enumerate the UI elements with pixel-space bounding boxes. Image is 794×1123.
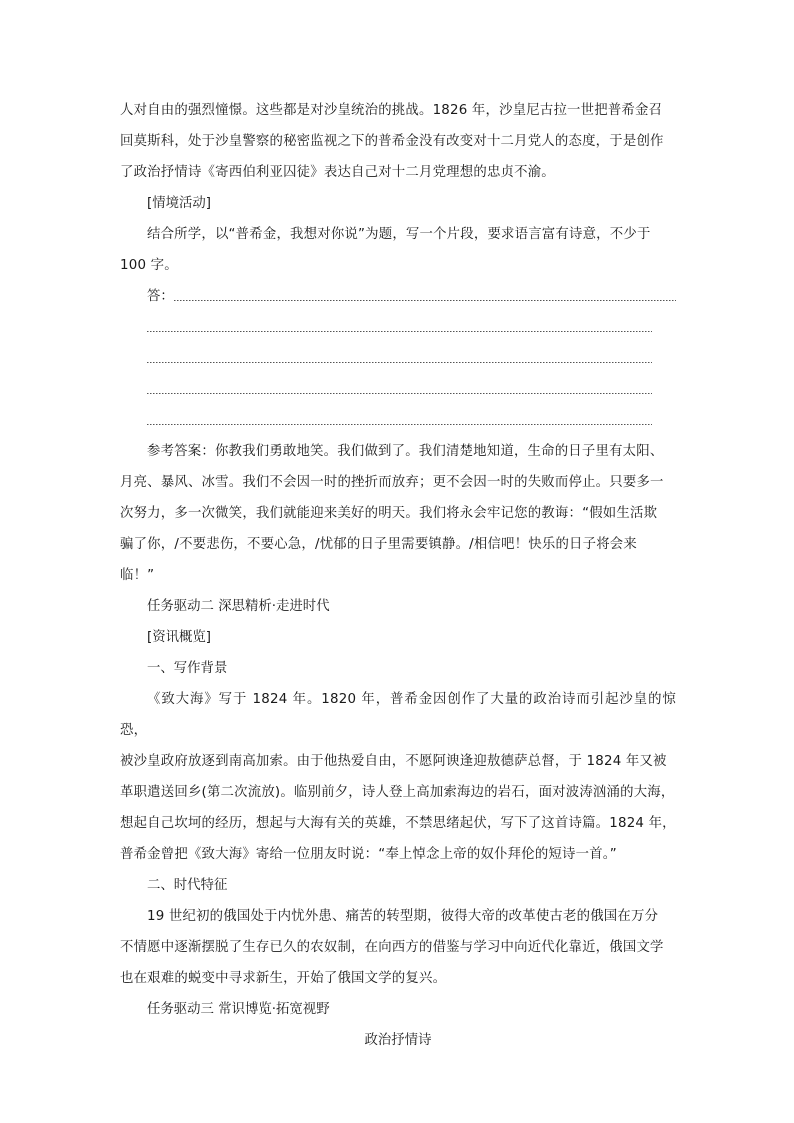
reference-answer-line-3: 次努力，多一次微笑，我们就能迎来美好的明天。我们将永会牢记您的教诲：“假如生活欺: [120, 506, 658, 521]
section1-heading: 一、写作背景: [147, 661, 228, 676]
section1-line-5: 普希金曾把《致大海》寄给一位朋友时说：“奉上悼念上帝的奴仆拜伦的短诗一首。”: [120, 847, 617, 862]
reference-answer-line-5: 临！”: [120, 568, 155, 583]
answer-dotted-line: [147, 362, 652, 363]
reference-answer-line-4: 骗了你，/不要悲伤，不要心急，/忧郁的日子里需要镇静。/相信吧！快乐的日子将会来: [120, 537, 637, 552]
reference-answer-line-2: 月亮、暴风、冰雪。我们不会因一时的挫折而放弃；更不会因一时的失败而停止。只要多一: [120, 475, 664, 490]
info-heading: [资讯概览]: [147, 630, 212, 645]
answer-line[interactable]: [120, 374, 676, 405]
document-page: [120, 95, 676, 1056]
reference-answer-line-1: 参考答案：你教我们勇敢地笑。我们做到了。我们清楚地知道，生命的日子里有太阳、: [147, 444, 664, 459]
answer-dotted-line: [174, 300, 676, 301]
answer-label: 答：: [147, 289, 174, 304]
top-paragraph-line-3: 了政治抒情诗《寄西伯利亚囚徒》表达自己对十二月党理想的忠贞不渝。: [120, 165, 555, 180]
answer-line[interactable]: [120, 343, 676, 374]
top-paragraph-line-2: 回莫斯科，处于沙皇警察的秘密监视之下的普希金没有改变对十二月党人的态度，于是创作: [120, 134, 664, 149]
section1-line-1: 《致大海》写于 1824 年。1820 年，普希金因创作了大量的政治诗而引起沙皇的惊恐，: [120, 692, 676, 738]
situation-heading: [情境活动]: [147, 196, 212, 211]
section1-line-3: 革职遣送回乡(第二次流放)。临别前夕，诗人登上高加索海边的岩石，面对波涛汹涌的大海，: [120, 785, 675, 800]
situation-prompt-line-2: 100 字。: [120, 258, 178, 273]
answer-line[interactable]: [120, 405, 676, 436]
section1-line-2: 被沙皇政府放逐到南高加索。由于他热爱自由，不愿阿谀逢迎敖德萨总督，于 1824 年又被: [120, 754, 667, 769]
section2-line-1: 19 世纪初的俄国处于内忧外患、痛苦的转型期，彼得大帝的改革使古老的俄国在万分: [147, 909, 659, 924]
top-paragraph-line-1: 人对自由的强烈憧憬。这些都是对沙皇统治的挑战。1826 年，沙皇尼古拉一世把普希金召: [120, 103, 663, 118]
answer-dotted-line: [147, 331, 652, 332]
final-title: 政治抒情诗: [364, 1033, 432, 1048]
section2-heading: 二、时代特征: [147, 878, 228, 893]
section2-line-3: 也在艰难的蜕变中寻求新生，开始了俄国文学的复兴。: [120, 971, 447, 986]
answer-line[interactable]: [120, 312, 676, 343]
situation-prompt-line-1: 结合所学，以“普希金，我想对你说”为题，写一个片段，要求语言富有诗意，不少于: [147, 227, 651, 242]
answer-line-first[interactable]: [120, 281, 676, 312]
answer-dotted-line: [147, 424, 652, 425]
section1-line-4: 想起自己坎坷的经历，想起与大海有关的英雄，不禁思绪起伏，写下了这首诗篇。1824 年，: [120, 816, 676, 831]
task3-heading: 任务驱动三 常识博览·拓宽视野: [147, 1002, 330, 1017]
task2-heading: 任务驱动二 深思精析·走进时代: [147, 599, 330, 614]
section2-line-2: 不情愿中逐渐摆脱了生存已久的农奴制，在向西方的借鉴与学习中向近代化靠近，俄国文学: [120, 940, 664, 955]
answer-dotted-line: [147, 393, 652, 394]
